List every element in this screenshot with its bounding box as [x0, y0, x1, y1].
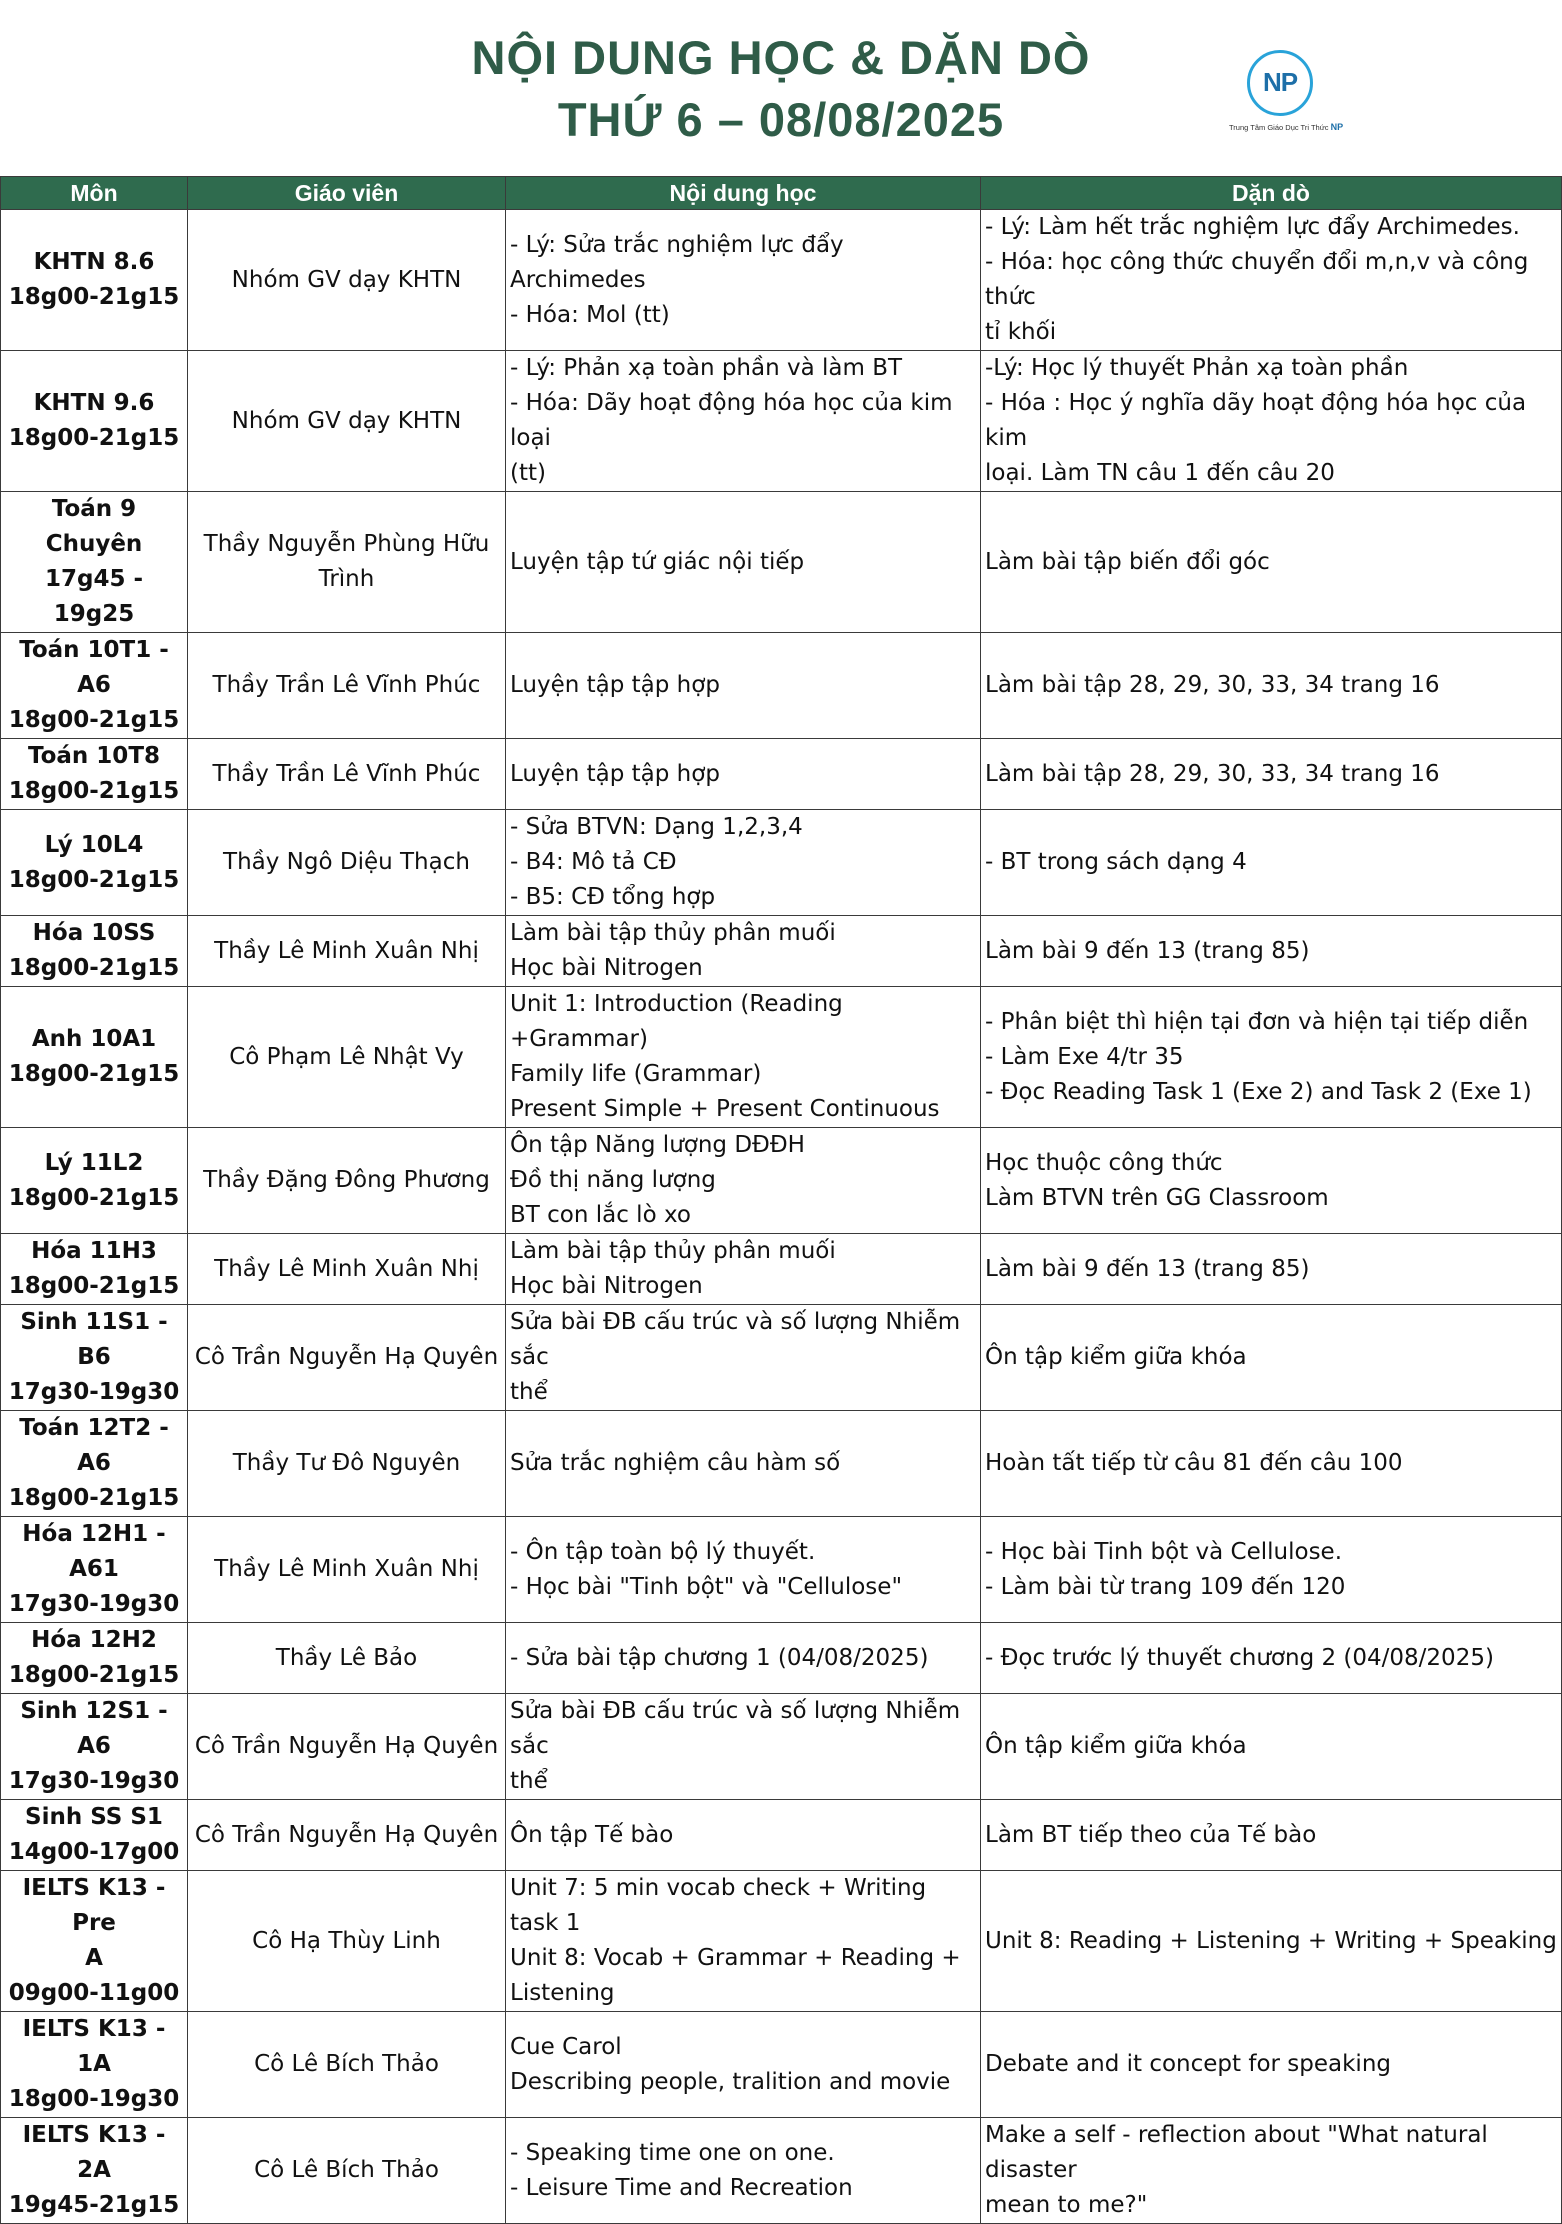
cell-mon-line: Hóa 12H2 — [31, 1627, 157, 1653]
table-row — [1, 351, 1562, 492]
center-logo — [1229, 50, 1344, 140]
cell-mon-line: Lý 11L2 — [44, 1149, 144, 1176]
table-body — [1, 210, 1562, 2224]
cell-dan-do-line: Unit 8: Reading + Listening + Writing + Speaking — [985, 1927, 1557, 1954]
cell-noi-dung — [506, 633, 981, 739]
cell-giao-vien-line: Nhóm GV dạy KHTN — [231, 266, 462, 293]
cell-giao-vien-line: Thầy Lê Minh Xuân Nhị — [214, 1255, 479, 1282]
cell-noi-dung — [506, 987, 981, 1128]
cell-mon-line: 17g30-19g30 — [8, 1379, 180, 1405]
cell-noi-dung — [506, 2012, 981, 2118]
cell-giao-vien-line: Thầy Đặng Đông Phương — [203, 1167, 490, 1193]
cell-dan-do-line: Hoàn tất tiếp từ câu 81 đến câu 100 — [985, 1450, 1403, 1476]
cell-mon-line: Sinh 11S1 - B6 — [20, 1309, 168, 1370]
cell-mon — [1, 1871, 188, 2012]
cell-giao-vien — [188, 2012, 506, 2118]
cell-giao-vien-line: Thầy Ngô Diệu Thạch — [223, 849, 470, 875]
cell-mon-line: 18g00-21g15 — [8, 778, 180, 804]
cell-giao-vien — [188, 1800, 506, 1871]
cell-noi-dung-line: - Lý: Phản xạ toàn phần và làm BT — [510, 355, 903, 381]
cell-noi-dung-line: Unit 7: 5 min vocab check + Writing task 1 — [510, 1875, 927, 1936]
table-row — [1, 1517, 1562, 1623]
cell-noi-dung — [506, 810, 981, 916]
cell-noi-dung-line: Sửa bài ĐB cấu trúc và số lượng Nhiễm sắc — [510, 1309, 961, 1370]
table-row — [1, 1411, 1562, 1517]
cell-giao-vien-line: Thầy Tư Đô Nguyên — [232, 1450, 461, 1476]
cell-mon-line: 18g00-21g15 — [8, 1273, 180, 1299]
cell-mon-line: 17g45 - 19g25 — [44, 566, 144, 627]
cell-mon-line: 18g00-21g15 — [8, 1485, 180, 1511]
logo-mark: NP — [1262, 67, 1298, 97]
cell-giao-vien — [188, 1694, 506, 1800]
cell-mon-line: Hóa 12H1 - A61 — [22, 1521, 166, 1582]
cell-giao-vien — [188, 1871, 506, 2012]
cell-dan-do-line: - Học bài Tinh bột và Cellulose. — [985, 1538, 1343, 1565]
cell-mon-line: 17g30-19g30 — [8, 1591, 180, 1617]
cell-giao-vien — [188, 210, 506, 351]
cell-dan-do-line: mean to me?" — [985, 2192, 1148, 2218]
cell-mon — [1, 1694, 188, 1800]
cell-mon — [1, 1800, 188, 1871]
cell-mon-line: Hóa 10SS — [32, 920, 156, 946]
cell-mon-line: 18g00-21g15 — [8, 1184, 180, 1211]
cell-noi-dung-line: (tt) — [510, 460, 546, 486]
table-row — [1, 492, 1562, 633]
cell-mon — [1, 210, 188, 351]
cell-mon-line: 18g00-21g15 — [8, 284, 180, 310]
cell-noi-dung-line: - B4: Mô tả CĐ — [510, 849, 677, 875]
cell-mon-line: 18g00-21g15 — [8, 866, 180, 893]
cell-mon-line: 18g00-21g15 — [8, 1061, 180, 1087]
cell-noi-dung-line: Luyện tập tứ giác nội tiếp — [510, 548, 805, 575]
cell-noi-dung-line: Làm bài tập thủy phân muối — [510, 920, 836, 946]
cell-dan-do-line: - Lý: Làm hết trắc nghiệm lực đẩy Archimedes. — [985, 214, 1520, 240]
cell-mon-line: IELTS K13 - 1A — [22, 2016, 166, 2077]
table-row — [1, 210, 1562, 351]
cell-dan-do — [981, 1623, 1562, 1694]
cell-mon — [1, 2012, 188, 2118]
cell-noi-dung-line: Ôn tập Năng lượng DĐĐH — [510, 1132, 805, 1158]
cell-noi-dung-line: Luyện tập tập hợp — [510, 760, 720, 787]
cell-giao-vien-line: Cô Hạ Thùy Linh — [252, 1927, 441, 1954]
cell-mon-line: Toán 10T1 - A6 — [19, 637, 169, 698]
cell-noi-dung — [506, 210, 981, 351]
cell-noi-dung — [506, 916, 981, 987]
cell-mon-line: 14g00-17g00 — [8, 1839, 180, 1865]
cell-dan-do — [981, 492, 1562, 633]
logo-subtitle: Trung Tâm Giáo Dục Tri Thức NP — [1229, 122, 1344, 132]
cell-giao-vien — [188, 1128, 506, 1234]
cell-mon-line: 19g45-21g15 — [8, 2192, 180, 2218]
cell-dan-do — [981, 1694, 1562, 1800]
cell-giao-vien-line: Cô Trần Nguyễn Hạ Quyên — [194, 1821, 499, 1848]
cell-noi-dung — [506, 1517, 981, 1623]
cell-giao-vien — [188, 2118, 506, 2224]
cell-giao-vien-line: Thầy Trần Lê Vĩnh Phúc — [212, 760, 481, 787]
cell-giao-vien-line: Trình — [318, 566, 375, 592]
cell-dan-do — [981, 1234, 1562, 1305]
table-row — [1, 916, 1562, 987]
cell-giao-vien — [188, 1411, 506, 1517]
table-row — [1, 1800, 1562, 1871]
cell-mon-line: 18g00-21g15 — [8, 707, 180, 733]
page-date: THỨ 6 – 08/08/2025 — [557, 93, 1005, 146]
cell-noi-dung — [506, 351, 981, 492]
cell-dan-do-line: - Phân biệt thì hiện tại đơn và hiện tại tiếp diễn — [985, 1008, 1529, 1035]
cell-noi-dung-line: - Học bài "Tinh bột" và "Cellulose" — [510, 1573, 903, 1600]
cell-noi-dung-line: Listening — [510, 1980, 615, 2006]
cell-dan-do-line: - Hóa: học công thức chuyển đổi m,n,v và công thức — [985, 249, 1529, 310]
cell-dan-do-line: -Lý: Học lý thuyết Phản xạ toàn phần — [985, 355, 1409, 381]
cell-mon-line: 17g30-19g30 — [8, 1768, 180, 1794]
cell-mon-line: Sinh 12S1 - A6 — [20, 1698, 168, 1759]
cell-giao-vien-line: Thầy Lê Minh Xuân Nhị — [214, 1556, 479, 1582]
table-row — [1, 1623, 1562, 1694]
cell-noi-dung-line: Unit 1: Introduction (Reading +Grammar) — [510, 991, 843, 1052]
cell-giao-vien-line: Thầy Lê Minh Xuân Nhị — [214, 937, 479, 964]
page-header — [0, 0, 1562, 176]
cell-noi-dung — [506, 1305, 981, 1411]
cell-dan-do-line: Làm bài tập 28, 29, 30, 33, 34 trang 16 — [985, 672, 1440, 698]
cell-dan-do — [981, 2012, 1562, 2118]
table-row — [1, 739, 1562, 810]
cell-noi-dung-line: thể — [510, 1379, 548, 1405]
table-header-row — [1, 177, 1562, 210]
cell-dan-do — [981, 987, 1562, 1128]
cell-mon — [1, 1128, 188, 1234]
cell-mon — [1, 739, 188, 810]
cell-noi-dung-line: BT con lắc lò xo — [510, 1202, 691, 1228]
cell-mon — [1, 351, 188, 492]
cell-giao-vien — [188, 1234, 506, 1305]
table-row — [1, 1694, 1562, 1800]
cell-mon-line: Anh 10A1 — [31, 1026, 157, 1052]
cell-mon-line: 09g00-11g00 — [8, 1980, 180, 2006]
cell-noi-dung-line: - Lý: Sửa trắc nghiệm lực đẩy Archimedes — [510, 231, 844, 293]
cell-dan-do — [981, 210, 1562, 351]
column-header-mon: Môn — [1, 177, 188, 210]
cell-dan-do — [981, 1411, 1562, 1517]
cell-dan-do-line: - Đọc trước lý thuyết chương 2 (04/08/2025) — [985, 1644, 1494, 1671]
cell-giao-vien-line: Nhóm GV dạy KHTN — [231, 407, 462, 434]
cell-dan-do — [981, 916, 1562, 987]
cell-dan-do — [981, 2118, 1562, 2224]
cell-dan-do — [981, 1800, 1562, 1871]
cell-dan-do-line: Làm bài tập 28, 29, 30, 33, 34 trang 16 — [985, 760, 1440, 787]
cell-dan-do-line: Làm bài 9 đến 13 (trang 85) — [985, 937, 1310, 964]
cell-dan-do-line: Làm BTVN trên GG Classroom — [985, 1184, 1329, 1211]
cell-giao-vien — [188, 916, 506, 987]
cell-noi-dung-line: Luyện tập tập hợp — [510, 672, 720, 698]
cell-mon — [1, 2118, 188, 2224]
cell-dan-do-line: - BT trong sách dạng 4 — [985, 849, 1247, 875]
table-row — [1, 1871, 1562, 2012]
cell-noi-dung-line: Học bài Nitrogen — [510, 955, 703, 981]
cell-noi-dung-line: Ôn tập Tế bào — [510, 1821, 674, 1848]
cell-noi-dung-line: thể — [510, 1768, 548, 1794]
cell-noi-dung-line: - Leisure Time and Recreation — [510, 2174, 853, 2201]
column-header-dan-do: Dặn dò — [981, 177, 1562, 210]
cell-mon — [1, 633, 188, 739]
cell-dan-do-line: - Làm Exe 4/tr 35 — [985, 1043, 1184, 1070]
cell-giao-vien — [188, 492, 506, 633]
cell-giao-vien-line: Cô Lê Bích Thảo — [254, 2051, 439, 2077]
cell-noi-dung-line: - Sửa BTVN: Dạng 1,2,3,4 — [510, 814, 803, 840]
cell-mon-line: IELTS K13 - Pre — [22, 1875, 166, 1936]
cell-giao-vien-line: Cô Trần Nguyễn Hạ Quyên — [194, 1733, 499, 1759]
cell-mon-line: 18g00-21g15 — [8, 955, 180, 981]
cell-dan-do-line: Make a self - reflection about "What natural disaster — [985, 2122, 1488, 2183]
cell-dan-do — [981, 739, 1562, 810]
cell-dan-do-line: Làm bài tập biến đổi góc — [985, 548, 1270, 575]
cell-mon — [1, 1411, 188, 1517]
cell-mon-line: 18g00-21g15 — [8, 425, 180, 451]
cell-noi-dung — [506, 1411, 981, 1517]
page-title: NỘI DUNG HỌC & DẶN DÒ — [471, 31, 1091, 84]
table-row — [1, 1128, 1562, 1234]
cell-giao-vien — [188, 351, 506, 492]
cell-giao-vien-line: Thầy Nguyễn Phùng Hữu — [203, 531, 490, 557]
cell-noi-dung-line: - B5: CĐ tổng hợp — [510, 884, 716, 910]
cell-noi-dung — [506, 1234, 981, 1305]
cell-noi-dung-line: - Hóa: Mol (tt) — [510, 301, 670, 328]
cell-noi-dung-line: Cue Carol — [510, 2033, 622, 2060]
table-row — [1, 1234, 1562, 1305]
cell-mon-line: 18g00-21g15 — [8, 1662, 180, 1688]
cell-noi-dung-line: Describing people, tralition and movie — [510, 2068, 951, 2095]
cell-noi-dung-line: Family life (Grammar) — [510, 1061, 762, 1087]
cell-noi-dung-line: Học bài Nitrogen — [510, 1273, 703, 1299]
cell-noi-dung — [506, 1871, 981, 2012]
cell-mon — [1, 1234, 188, 1305]
cell-dan-do-line: Ôn tập kiểm giữa khóa — [985, 1733, 1247, 1759]
cell-dan-do — [981, 1128, 1562, 1234]
cell-noi-dung — [506, 1128, 981, 1234]
cell-noi-dung-line: - Speaking time one on one. — [510, 2139, 835, 2166]
cell-dan-do-line: Ôn tập kiểm giữa khóa — [985, 1344, 1247, 1370]
table-row — [1, 810, 1562, 916]
cell-mon-line: 18g00-19g30 — [8, 2086, 180, 2112]
cell-mon-line: IELTS K13 - 2A — [22, 2122, 166, 2183]
cell-mon-line: Hóa 11H3 — [31, 1238, 157, 1264]
cell-mon — [1, 1305, 188, 1411]
cell-dan-do — [981, 351, 1562, 492]
cell-noi-dung — [506, 492, 981, 633]
cell-dan-do-line: - Đọc Reading Task 1 (Exe 2) and Task 2 (Exe 1) — [985, 1078, 1532, 1105]
cell-dan-do — [981, 1871, 1562, 2012]
cell-giao-vien-line: Cô Lê Bích Thảo — [254, 2157, 439, 2183]
cell-noi-dung-line: Sửa bài ĐB cấu trúc và số lượng Nhiễm sắc — [510, 1698, 961, 1759]
cell-noi-dung — [506, 739, 981, 810]
column-header-noi-dung: Nội dung học — [506, 177, 981, 210]
cell-mon-line: Toán 12T2 - A6 — [19, 1415, 169, 1476]
cell-dan-do — [981, 633, 1562, 739]
cell-dan-do — [981, 810, 1562, 916]
cell-noi-dung-line: Đồ thị năng lượng — [510, 1167, 716, 1193]
cell-noi-dung-line: - Ôn tập toàn bộ lý thuyết. — [510, 1538, 816, 1565]
cell-mon — [1, 987, 188, 1128]
cell-mon — [1, 492, 188, 633]
cell-noi-dung-line: Làm bài tập thủy phân muối — [510, 1238, 836, 1264]
cell-dan-do-line: loại. Làm TN câu 1 đến câu 20 — [985, 460, 1335, 486]
cell-mon-line: Sinh SS S1 — [25, 1804, 163, 1830]
cell-mon — [1, 1517, 188, 1623]
cell-giao-vien — [188, 987, 506, 1128]
cell-dan-do-line: Làm BT tiếp theo của Tế bào — [985, 1821, 1317, 1848]
cell-giao-vien — [188, 1305, 506, 1411]
cell-giao-vien — [188, 810, 506, 916]
schedule-table — [0, 176, 1562, 2224]
cell-mon-line: Lý 10L4 — [44, 831, 144, 858]
cell-mon-line: KHTN 9.6 — [33, 390, 155, 416]
cell-noi-dung-line: - Hóa: Dãy hoạt động hóa học của kim loại — [510, 390, 953, 451]
cell-mon-line: Toán 10T8 — [27, 743, 161, 769]
column-header-giao-vien: Giáo viên — [188, 177, 506, 210]
table-row — [1, 987, 1562, 1128]
table-row — [1, 1305, 1562, 1411]
cell-mon — [1, 1623, 188, 1694]
table-row — [1, 2012, 1562, 2118]
table-row — [1, 633, 1562, 739]
cell-mon — [1, 810, 188, 916]
cell-noi-dung — [506, 2118, 981, 2224]
cell-mon-line: Toán 9 Chuyên — [45, 496, 143, 557]
cell-noi-dung — [506, 1694, 981, 1800]
cell-mon-line: A — [85, 1945, 103, 1971]
table-row — [1, 2118, 1562, 2224]
cell-giao-vien — [188, 1517, 506, 1623]
cell-dan-do-line: Debate and it concept for speaking — [985, 2051, 1392, 2077]
cell-giao-vien-line: Thầy Trần Lê Vĩnh Phúc — [212, 672, 481, 698]
cell-mon — [1, 916, 188, 987]
cell-giao-vien-line: Cô Phạm Lê Nhật Vy — [229, 1043, 464, 1070]
cell-giao-vien-line: Thầy Lê Bảo — [275, 1644, 418, 1671]
cell-noi-dung-line: Present Simple + Present Continuous — [510, 1096, 940, 1122]
cell-noi-dung-line: Sửa trắc nghiệm câu hàm số — [510, 1450, 841, 1476]
cell-noi-dung-line: - Sửa bài tập chương 1 (04/08/2025) — [510, 1644, 929, 1671]
cell-dan-do-line: - Hóa : Học ý nghĩa dãy hoạt động hóa học của kim — [985, 390, 1527, 451]
cell-noi-dung — [506, 1800, 981, 1871]
cell-dan-do-line: tỉ khối — [985, 319, 1057, 345]
cell-giao-vien — [188, 739, 506, 810]
cell-noi-dung — [506, 1623, 981, 1694]
cell-giao-vien — [188, 633, 506, 739]
cell-mon-line: KHTN 8.6 — [33, 249, 155, 275]
cell-giao-vien — [188, 1623, 506, 1694]
cell-dan-do-line: Làm bài 9 đến 13 (trang 85) — [985, 1255, 1310, 1282]
cell-dan-do-line: Học thuộc công thức — [985, 1149, 1223, 1176]
cell-dan-do-line: - Làm bài từ trang 109 đến 120 — [985, 1573, 1346, 1600]
cell-dan-do — [981, 1517, 1562, 1623]
cell-noi-dung-line: Unit 8: Vocab + Grammar + Reading + — [510, 1945, 961, 1971]
cell-dan-do — [981, 1305, 1562, 1411]
cell-giao-vien-line: Cô Trần Nguyễn Hạ Quyên — [194, 1344, 499, 1370]
